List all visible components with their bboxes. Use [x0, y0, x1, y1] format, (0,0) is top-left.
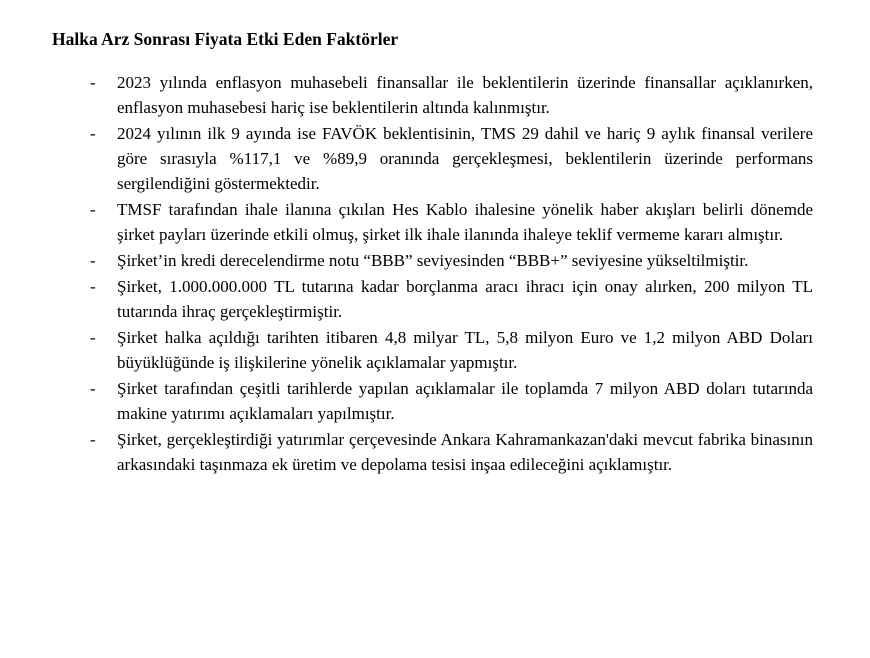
bullet-marker: -	[90, 73, 96, 92]
list-item-text: 2024 yılının ilk 9 ayında ise FAVÖK beklentisinin, TMS 29 dahil ve hariç 9 aylık finansal verilere göre sırasıyla %117,1 ve %89,9 oranında gerçekleşmesi, beklentilerin üzerinde performans sergilendiğini göstermektedir.	[117, 124, 813, 193]
bullet-marker: -	[90, 328, 96, 347]
bullet-marker: -	[90, 251, 96, 270]
list-item-text: Şirket halka açıldığı tarihten itibaren 4,8 milyar TL, 5,8 milyon Euro ve 1,2 milyon ABD Doları büyüklüğünde iş ilişkilerine yönelik açıklamalar yapmıştır.	[117, 328, 813, 372]
list-item-text: TMSF tarafından ihale ilanına çıkılan Hes Kablo ihalesine yönelik haber akışları belirli dönemde şirket payları üzerinde etkili olmuş, şirket ilk ihale ilanında ihaleye teklif vermeme kararı almıştır.	[117, 200, 813, 244]
bullet-marker: -	[90, 124, 96, 143]
bullet-marker: -	[90, 277, 96, 296]
list-item	[0, 427, 870, 477]
bullet-marker: -	[90, 200, 96, 219]
list-item	[0, 325, 870, 375]
list-item	[0, 274, 870, 324]
bullet-marker: -	[90, 379, 96, 398]
bullet-list	[0, 70, 870, 477]
list-item-text: Şirket, 1.000.000.000 TL tutarına kadar borçlanma aracı ihracı için onay alırken, 200 milyon TL tutarında ihraç gerçekleştirmiştir.	[117, 277, 813, 321]
bullet-marker: -	[90, 430, 96, 449]
list-item	[0, 248, 870, 273]
list-item	[0, 121, 870, 196]
list-item-text: Şirket’in kredi derecelendirme notu “BBB” seviyesinden “BBB+” seviyesine yükseltilmiştir.	[117, 251, 749, 270]
list-item	[0, 376, 870, 426]
list-item	[0, 70, 870, 120]
list-item-text: 2023 yılında enflasyon muhasebeli finansallar ile beklentilerin üzerinde finansallar açıklanırken, enflasyon muhasebesi hariç ise beklentilerin altında kalınmıştır.	[117, 73, 813, 117]
section-heading: Halka Arz Sonrası Fiyata Etki Eden Faktörler	[52, 29, 399, 49]
list-item-text: Şirket tarafından çeşitli tarihlerde yapılan açıklamalar ile toplamda 7 milyon ABD doları tutarında makine yatırımı açıklamaları yapılmıştır.	[117, 379, 813, 423]
list-item-text: Şirket, gerçekleştirdiği yatırımlar çerçevesinde Ankara Kahramankazan'daki mevcut fabrika binasının arkasındaki taşınmaza ek üretim ve depolama tesisi inşaa edileceğini açıklamıştır.	[117, 430, 813, 474]
list-item	[0, 197, 870, 247]
